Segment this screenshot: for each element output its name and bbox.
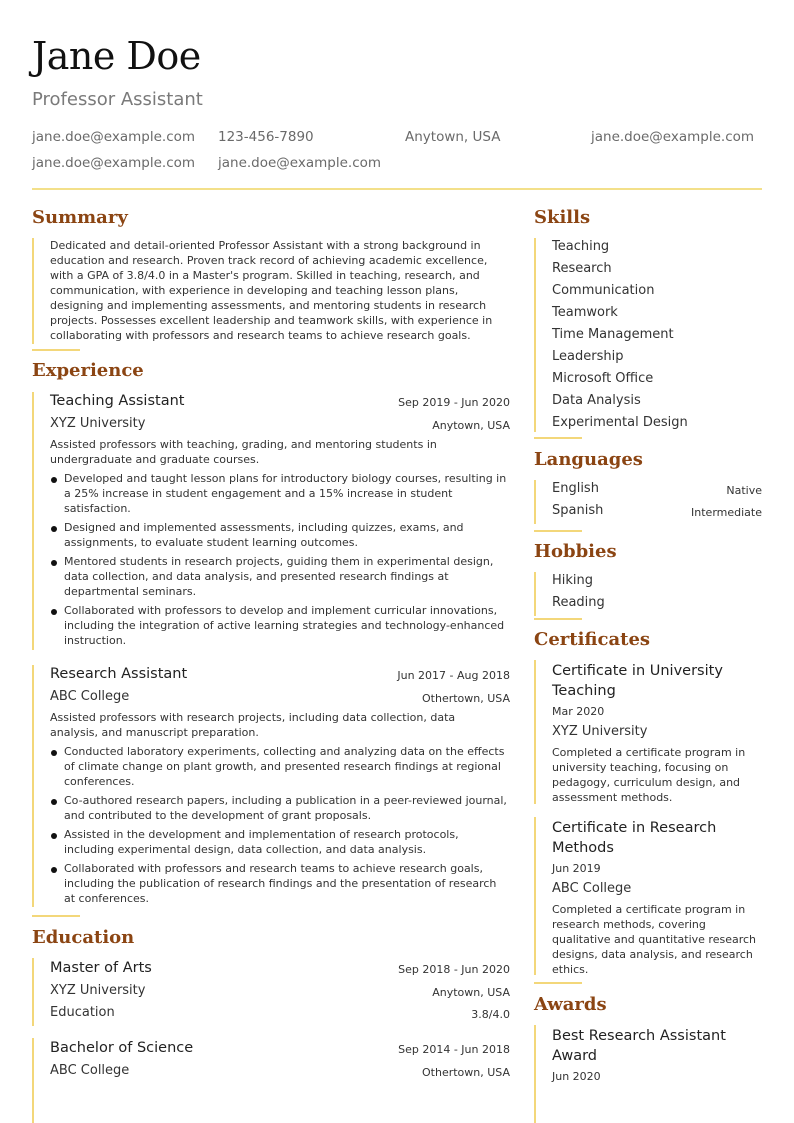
job-1-bullet-4: Collaborated with professors to develop and implement curricular innovations, including the integration of active learning strategies and technology-enhanced instruction. (64, 604, 505, 647)
bullet-dot (51, 867, 57, 873)
contact-location: Anytown, USA (405, 129, 501, 145)
bullet-dot (51, 526, 57, 532)
bullet-dot (51, 833, 57, 839)
skill-item: Microsoft Office (552, 371, 654, 386)
job-2-org: ABC College (50, 689, 130, 704)
awards-heading: Awards (534, 994, 607, 1015)
skill-item: Experimental Design (552, 415, 688, 430)
hobby-item: Reading (552, 595, 605, 610)
experience-heading: Experience (32, 360, 144, 381)
job-2-bullet-2: Co-authored research papers, including a publication in a peer-reviewed journal, and contributed to the development of grant proposals. (64, 794, 507, 822)
job-1-summary: Assisted professors with teaching, grading, and mentoring students in undergraduate and graduate courses. (50, 438, 437, 466)
language-level: Intermediate (691, 506, 762, 519)
experience-rule (32, 915, 80, 917)
job-2-dates: Jun 2017 - Aug 2018 (397, 669, 510, 682)
certificates-rule (534, 982, 582, 984)
bullet-dot (51, 560, 57, 566)
edu-1-degree: Master of Arts (50, 960, 152, 976)
skill-item: Communication (552, 283, 655, 298)
job-2-bullet-4: Collaborated with professors and research teams to achieve research goals, including the publication of research findings and the presentation of research at conferences. (64, 862, 497, 905)
edu-1-bar (32, 958, 34, 1026)
contact-email-3[interactable]: jane.doe@example.com (32, 155, 196, 171)
languages-heading: Languages (534, 449, 643, 470)
hobby-item: Hiking (552, 573, 594, 588)
cert-2-issuer: ABC College (552, 881, 632, 896)
skills-rule (534, 437, 582, 439)
edu-2-degree: Bachelor of Science (50, 1040, 194, 1056)
job-1-bar (32, 392, 34, 650)
cert-2-desc: Completed a certificate program in research methods, covering qualitative and quantitative research designs, data analysis, and research ethics. (552, 903, 757, 976)
summary-text: Dedicated and detail-oriented Professor Assistant with a strong background in education and research. Proven track record of achieving academic excellence, with a GPA of 3.8/4.0 in a Master's program. Skilled in teaching, research, and communication, with experience in developing and teaching lesson plans, designing and implementing assessments, and mentoring students in research projects. Possesses excellent leadership and teamwork skills, with experience in collaborating with professors and research teams to achieve research goals. (50, 239, 493, 342)
job-2-bar (32, 665, 34, 907)
cert-1-desc: Completed a certificate program in university teaching, focusing on pedagogy, curriculum design, and assessment methods. (552, 746, 746, 804)
job-2-bullet-3: Assisted in the development and implementation of research protocols, including experimental design, data collection, and data analysis. (64, 828, 459, 856)
edu-1-dates: Sep 2018 - Jun 2020 (398, 963, 510, 976)
bullet-dot (51, 750, 57, 756)
edu-1-location: Anytown, USA (432, 986, 510, 999)
contact-email[interactable]: jane.doe@example.com (32, 129, 196, 145)
skill-item: Leadership (552, 349, 624, 364)
bullet-dot (51, 799, 57, 805)
languages-bar (534, 480, 536, 524)
hobbies-heading: Hobbies (534, 541, 617, 562)
cert-2-name: Certificate in Research Methods (552, 820, 717, 856)
languages-rule (534, 530, 582, 532)
job-1-location: Anytown, USA (432, 419, 510, 432)
skill-item: Time Management (552, 327, 674, 342)
cert-1-bar (534, 660, 536, 804)
summary-bar (32, 238, 34, 344)
hobbies-rule (534, 618, 582, 620)
skills-bar (534, 238, 536, 432)
bullet-dot (51, 477, 57, 483)
job-2-title: Research Assistant (50, 666, 188, 682)
candidate-name: Jane Doe (32, 34, 201, 78)
skill-item: Teaching (552, 239, 610, 254)
job-1-dates: Sep 2019 - Jun 2020 (398, 396, 510, 409)
education-heading: Education (32, 927, 135, 948)
cert-2-bar (534, 817, 536, 975)
job-2-bullet-1: Conducted laboratory experiments, collecting and analyzing data on the effects of climate change on plant growth, and presented research findings at regional conferences. (64, 745, 505, 788)
job-title: Professor Assistant (32, 89, 203, 110)
award-date: Jun 2020 (552, 1070, 601, 1083)
hobbies-bar (534, 572, 536, 616)
job-1-org: XYZ University (50, 416, 146, 431)
edu-2-bar (32, 1038, 34, 1123)
edu-2-school: ABC College (50, 1063, 130, 1078)
contact-email-2[interactable]: jane.doe@example.com (591, 129, 755, 145)
skill-item: Teamwork (552, 305, 618, 320)
skill-item: Data Analysis (552, 393, 641, 408)
summary-heading: Summary (32, 207, 128, 228)
cert-1-issuer: XYZ University (552, 724, 648, 739)
job-1-bullet-3: Mentored students in research projects, guiding them in experimental design, data collection, and data analysis, and presented research findings at departmental seminars. (64, 555, 494, 598)
edu-1-field: Education (50, 1005, 115, 1020)
job-1-title: Teaching Assistant (50, 393, 185, 409)
cert-1-date: Mar 2020 (552, 705, 605, 718)
edu-1-school: XYZ University (50, 983, 146, 998)
edu-2-location: Othertown, USA (422, 1066, 510, 1079)
header-divider (32, 188, 762, 190)
edu-2-dates: Sep 2014 - Jun 2018 (398, 1043, 510, 1056)
cert-2-date: Jun 2019 (552, 862, 601, 875)
contact-phone[interactable]: 123-456-7890 (218, 129, 314, 145)
job-1-bullet-1: Developed and taught lesson plans for introductory biology courses, resulting in a 25% increase in student engagement and a 15% increase in student satisfaction. (64, 472, 507, 515)
job-2-location: Othertown, USA (422, 692, 510, 705)
bullet-dot (51, 609, 57, 615)
certificates-heading: Certificates (534, 629, 651, 650)
cert-1-name: Certificate in University Teaching (552, 663, 723, 699)
job-2-summary: Assisted professors with research projects, including data collection, data analysis, and manuscript preparation. (50, 711, 456, 739)
job-1-bullet-2: Designed and implemented assessments, including quizzes, exams, and assignments, to evaluate student learning outcomes. (64, 521, 464, 549)
award-name: Best Research Assistant Award (552, 1028, 726, 1064)
summary-rule (32, 349, 80, 351)
language-name: Spanish (552, 503, 604, 518)
edu-1-gpa: 3.8/4.0 (471, 1008, 510, 1021)
skill-item: Research (552, 261, 612, 276)
language-level: Native (726, 484, 762, 497)
awards-bar (534, 1025, 536, 1123)
language-name: English (552, 481, 599, 496)
skills-heading: Skills (534, 207, 591, 228)
contact-email-4[interactable]: jane.doe@example.com (218, 155, 382, 171)
